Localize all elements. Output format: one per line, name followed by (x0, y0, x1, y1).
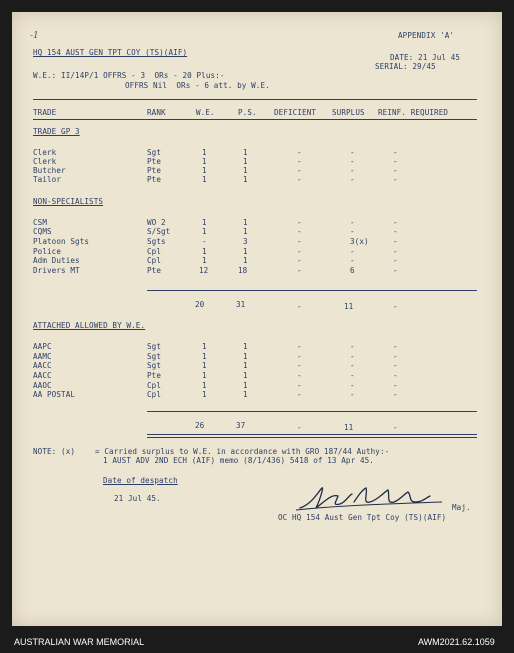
cell-deficient: - (297, 218, 302, 227)
subtotal-reinf: - (393, 302, 398, 311)
cell-ps: 1 (243, 166, 248, 175)
cell-deficient: - (297, 247, 302, 256)
cell-we: 1 (202, 371, 207, 380)
cell-deficient: - (297, 342, 302, 351)
cell-trade: Drivers MT (33, 266, 80, 275)
cell-surplus: 3(x) (350, 237, 369, 246)
col-header-reinf: REINF. REQUIRED (378, 108, 449, 117)
cell-ps: 1 (243, 390, 248, 399)
footer-institution: AUSTRALIAN WAR MEMORIAL (14, 637, 145, 647)
despatch-date: 21 Jul 45. (114, 494, 161, 503)
cell-reinf: - (393, 256, 398, 265)
pencil-mark: -1 (30, 31, 39, 41)
cell-surplus: - (350, 342, 355, 351)
cell-surplus: - (350, 227, 355, 236)
cell-rank: Cpl (147, 381, 162, 390)
cell-rank: Sgt (147, 148, 162, 157)
cell-surplus: 6 (350, 266, 355, 275)
cell-we: 1 (202, 342, 207, 351)
note-line-2: 1 AUST ADV 2ND ECH (AIF) memo (8/1/436) 5418 of 13 Apr 45. (103, 456, 374, 465)
grand-total-top-rule (147, 411, 477, 412)
cell-deficient: - (297, 175, 302, 184)
cell-rank: S/Sgt (147, 227, 171, 236)
cell-rank: Cpl (147, 247, 162, 256)
cell-deficient: - (297, 371, 302, 380)
document-serial: SERIAL: 29/45 (375, 62, 436, 71)
cell-trade: AACC (33, 361, 52, 370)
appendix-label: APPENDIX 'A' (398, 31, 455, 40)
cell-rank: Sgt (147, 352, 162, 361)
cell-reinf: - (393, 390, 398, 399)
cell-ps: 1 (243, 247, 248, 256)
note-label: NOTE: (x) (33, 447, 76, 456)
col-header-surplus: SURPLUS (332, 108, 365, 117)
cell-rank: Sgt (147, 361, 162, 370)
cell-surplus: - (350, 247, 355, 256)
cell-ps: 1 (243, 361, 248, 370)
cell-trade: Butcher (33, 166, 66, 175)
col-header-ps: P.S. (238, 108, 257, 117)
cell-reinf: - (393, 266, 398, 275)
cell-surplus: - (350, 361, 355, 370)
cell-we: 1 (202, 381, 207, 390)
cell-reinf: - (393, 342, 398, 351)
handwritten-signature (292, 482, 452, 514)
cell-reinf: - (393, 157, 398, 166)
cell-surplus: - (350, 157, 355, 166)
grand-total-we: 26 (195, 421, 205, 430)
cell-ps: 1 (243, 157, 248, 166)
cell-ps: 1 (243, 148, 248, 157)
cell-trade: Police (33, 247, 62, 256)
grand-total-deficient: - (297, 423, 302, 432)
cell-reinf: - (393, 381, 398, 390)
cell-trade: AAOC (33, 381, 52, 390)
cell-deficient: - (297, 148, 302, 157)
section-title-trade-gp-3: TRADE GP 3 (33, 127, 80, 136)
cell-we: 1 (202, 247, 207, 256)
cell-trade: AAMC (33, 352, 52, 361)
cell-trade: Tailor (33, 175, 62, 184)
cell-surplus: - (350, 166, 355, 175)
cell-ps: 1 (243, 256, 248, 265)
cell-ps: 3 (243, 237, 248, 246)
grand-total-ps: 37 (236, 421, 246, 430)
cell-we: 1 (202, 361, 207, 370)
section-title-non-specialists: NON-SPECIALISTS (33, 197, 104, 206)
col-header-we: W.E. (196, 108, 215, 117)
cell-surplus: - (350, 381, 355, 390)
cell-surplus: - (350, 352, 355, 361)
cell-ps: 1 (243, 342, 248, 351)
cell-trade: Clerk (33, 157, 57, 166)
header-top-rule (33, 99, 477, 100)
cell-rank: Pte (147, 166, 162, 175)
cell-reinf: - (393, 166, 398, 175)
note-line-1: = Carried surplus to W.E. in accordance with GRO 187/44 Authy:- (95, 447, 390, 456)
cell-deficient: - (297, 361, 302, 370)
cell-we: 1 (202, 166, 207, 175)
grand-total-surplus: 11 (344, 423, 354, 432)
footer-accession-number: AWM2021.62.1059 (418, 637, 495, 647)
cell-surplus: - (350, 371, 355, 380)
cell-we: 12 (199, 266, 209, 275)
grand-total-bottom-rule-2 (147, 437, 477, 438)
document-date: DATE: 21 Jul 45 (390, 53, 461, 62)
cell-rank: Pte (147, 371, 162, 380)
cell-reinf: - (393, 371, 398, 380)
cell-deficient: - (297, 157, 302, 166)
cell-reinf: - (393, 227, 398, 236)
cell-deficient: - (297, 381, 302, 390)
we-line-2: OFFRS Nil ORs - 6 att. by W.E. (125, 81, 270, 90)
grand-total-bottom-rule-1 (147, 434, 477, 435)
cell-we: 1 (202, 227, 207, 236)
subtotal-surplus: 11 (344, 302, 354, 311)
cell-surplus: - (350, 175, 355, 184)
cell-trade: CSM (33, 218, 48, 227)
col-header-deficient: DEFICIENT (274, 108, 317, 117)
cell-rank: Pte (147, 175, 162, 184)
cell-we: 1 (202, 175, 207, 184)
cell-ps: 18 (238, 266, 248, 275)
cell-we: 1 (202, 256, 207, 265)
col-header-rank: RANK (147, 108, 166, 117)
cell-ps: 1 (243, 175, 248, 184)
cell-surplus: - (350, 218, 355, 227)
header-bottom-rule (33, 119, 477, 120)
cell-rank: WO 2 (147, 218, 166, 227)
cell-reinf: - (393, 175, 398, 184)
cell-reinf: - (393, 247, 398, 256)
cell-we: 1 (202, 157, 207, 166)
we-line-1: W.E.: II/14P/1 OFFRS - 3 ORs - 20 Plus:- (33, 71, 225, 80)
cell-deficient: - (297, 352, 302, 361)
cell-we: 1 (202, 390, 207, 399)
cell-surplus: - (350, 256, 355, 265)
document-page (12, 12, 502, 626)
cell-deficient: - (297, 237, 302, 246)
subtotal-ps: 31 (236, 300, 246, 309)
signature-block: OC HQ 154 Aust Gen Tpt Coy (TS)(AIF) (278, 513, 447, 522)
grand-total-reinf: - (393, 423, 398, 432)
cell-deficient: - (297, 256, 302, 265)
subtotal-rule (147, 290, 477, 291)
cell-reinf: - (393, 361, 398, 370)
cell-we: 1 (202, 352, 207, 361)
cell-trade: Clerk (33, 148, 57, 157)
cell-deficient: - (297, 227, 302, 236)
subtotal-deficient: - (297, 302, 302, 311)
cell-rank: Cpl (147, 390, 162, 399)
cell-trade: CQMS (33, 227, 52, 236)
cell-surplus: - (350, 148, 355, 157)
cell-ps: 1 (243, 381, 248, 390)
cell-trade: AAPC (33, 342, 52, 351)
cell-reinf: - (393, 237, 398, 246)
cell-ps: 1 (243, 371, 248, 380)
cell-rank: Sgt (147, 342, 162, 351)
cell-surplus: - (350, 390, 355, 399)
cell-reinf: - (393, 352, 398, 361)
cell-rank: Sgts (147, 237, 166, 246)
cell-trade: Adm Duties (33, 256, 80, 265)
cell-deficient: - (297, 266, 302, 275)
cell-rank: Pte (147, 157, 162, 166)
col-header-trade: TRADE (33, 108, 57, 117)
cell-trade: Platoon Sgts (33, 237, 90, 246)
cell-deficient: - (297, 166, 302, 175)
cell-reinf: - (393, 148, 398, 157)
signatory-rank: Maj. (452, 503, 471, 512)
unit-title: HQ 154 AUST GEN TPT COY (TS)(AIF) (33, 48, 188, 57)
cell-rank: Pte (147, 266, 162, 275)
cell-reinf: - (393, 218, 398, 227)
cell-we: - (202, 237, 207, 246)
subtotal-we: 20 (195, 300, 205, 309)
cell-trade: AA POSTAL (33, 390, 76, 399)
cell-we: 1 (202, 148, 207, 157)
cell-we: 1 (202, 218, 207, 227)
cell-trade: AACC (33, 371, 52, 380)
cell-ps: 1 (243, 227, 248, 236)
cell-deficient: - (297, 390, 302, 399)
cell-rank: Cpl (147, 256, 162, 265)
section-title-attached: ATTACHED ALLOWED BY W.E. (33, 321, 146, 330)
cell-ps: 1 (243, 352, 248, 361)
cell-ps: 1 (243, 218, 248, 227)
despatch-label: Date of despatch (103, 476, 178, 485)
